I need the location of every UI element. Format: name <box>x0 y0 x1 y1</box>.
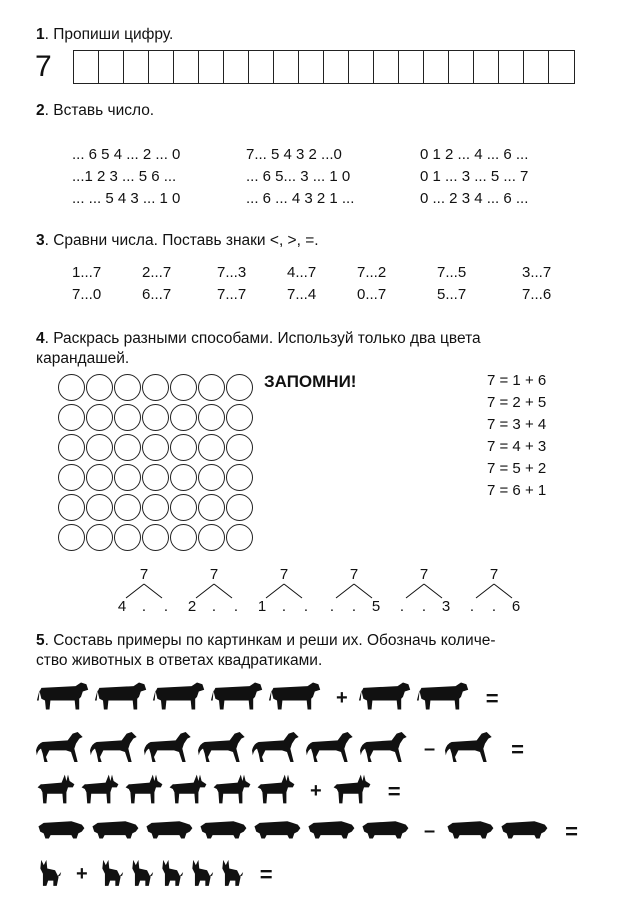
compare-item: 5...7 <box>437 286 467 303</box>
circle[interactable] <box>170 524 197 551</box>
decomp-left-part: 2 <box>187 598 197 615</box>
cat-icon <box>158 856 184 893</box>
writing-cell[interactable] <box>349 51 374 83</box>
writing-cell[interactable] <box>174 51 199 83</box>
compare-grid <box>72 264 572 308</box>
decomp-dot: . <box>491 598 497 615</box>
sequence: 7... 5 4 3 2 ...0 <box>246 146 342 163</box>
circle[interactable] <box>142 494 169 521</box>
horse-icon <box>306 730 356 769</box>
pig-icon <box>252 816 302 847</box>
animal-example-row <box>36 772 401 811</box>
horse-icon <box>144 730 194 769</box>
writing-cell[interactable] <box>124 51 149 83</box>
task1-digit-row <box>35 50 575 84</box>
animal-example-row <box>36 730 524 769</box>
donkey-icon <box>256 772 296 811</box>
circle[interactable] <box>198 404 225 431</box>
decomp-total: 7 <box>209 566 219 583</box>
compare-item: 7...3 <box>217 264 247 281</box>
writing-cell[interactable] <box>324 51 349 83</box>
task1-heading: 1. Пропиши цифру. <box>36 26 174 43</box>
cat-icon <box>128 856 154 893</box>
decomp-right-part: 6 <box>511 598 521 615</box>
seq-col-3 <box>420 146 528 212</box>
writing-cell[interactable] <box>249 51 274 83</box>
animal-example-row <box>36 856 273 893</box>
circle[interactable] <box>170 464 197 491</box>
writing-cell[interactable] <box>449 51 474 83</box>
decomp-right-part: 5 <box>371 598 381 615</box>
circle[interactable] <box>58 494 85 521</box>
number-decomposition <box>114 566 174 618</box>
circle[interactable] <box>198 374 225 401</box>
equation: 7 = 3 + 4 <box>487 416 547 433</box>
operator-sign: + <box>76 863 88 885</box>
remember-label: ЗАПОМНИ! <box>264 372 357 391</box>
decomp-total: 7 <box>419 566 429 583</box>
decomp-dot: . <box>351 598 357 615</box>
cat-icon <box>218 856 244 893</box>
sequence: ... 6 5... 3 ... 1 0 <box>246 168 351 185</box>
number-decomposition <box>184 566 244 618</box>
circle[interactable] <box>170 494 197 521</box>
task2-heading: 2. Вставь число. <box>36 102 155 119</box>
cow-icon <box>268 680 322 717</box>
compare-row <box>72 286 572 308</box>
decomp-left-part: 4 <box>117 598 127 615</box>
equation: 7 = 6 + 1 <box>487 482 547 499</box>
equation: 7 = 2 + 5 <box>487 394 547 411</box>
operator-sign: + <box>310 780 322 802</box>
decomp-total: 7 <box>349 566 359 583</box>
circle[interactable] <box>86 494 113 521</box>
compare-item: 7...0 <box>72 286 102 303</box>
writing-cell[interactable] <box>274 51 299 83</box>
donkey-icon <box>36 772 76 811</box>
pig-icon <box>306 816 356 847</box>
compare-item: 7...7 <box>217 286 247 303</box>
cow-icon <box>358 680 412 717</box>
number-decomposition <box>254 566 314 618</box>
compare-item: 0...7 <box>357 286 387 303</box>
task4-heading-line2: карандашей. <box>36 350 130 367</box>
sequence: 0 1 2 ... 4 ... 6 ... <box>420 146 529 163</box>
circle[interactable] <box>198 464 225 491</box>
circle[interactable] <box>142 374 169 401</box>
circles-grid <box>58 374 254 554</box>
donkey-icon <box>212 772 252 811</box>
donkey-icon <box>80 772 120 811</box>
decomp-left-part: 1 <box>257 598 267 615</box>
circle[interactable] <box>86 434 113 461</box>
compare-row <box>72 264 572 286</box>
circle[interactable] <box>114 374 141 401</box>
circle[interactable] <box>198 494 225 521</box>
task4-heading: 4. Раскрась разными способами. Используй только два цвета <box>36 330 481 347</box>
pig-icon <box>90 816 140 847</box>
writing-cell[interactable] <box>499 51 524 83</box>
compare-item: 7...6 <box>522 286 552 303</box>
circle[interactable] <box>58 464 85 491</box>
seq-col-2 <box>246 146 354 212</box>
decomp-left-part: . <box>399 598 405 615</box>
horse-icon <box>90 730 140 769</box>
circle[interactable] <box>114 434 141 461</box>
horse-icon <box>445 730 495 769</box>
task3-heading: 3. Сравни числа. Поставь знаки <, >, =. <box>36 232 319 249</box>
compare-item: 1...7 <box>72 264 102 281</box>
horse-icon <box>252 730 302 769</box>
writing-cell[interactable] <box>374 51 399 83</box>
operator-sign: – <box>424 738 436 760</box>
writing-cell[interactable] <box>199 51 224 83</box>
circle[interactable] <box>142 434 169 461</box>
decomp-right-part: 3 <box>441 598 451 615</box>
animal-example-row <box>36 680 499 717</box>
operator-sign: – <box>424 820 436 842</box>
equals-sign: = <box>387 778 401 804</box>
decomp-total: 7 <box>139 566 149 583</box>
decomp-right-part: . <box>233 598 239 615</box>
decomp-right-part: . <box>163 598 169 615</box>
sequence: 0 1 ... 3 ... 5 ... 7 <box>420 168 529 185</box>
circle[interactable] <box>58 404 85 431</box>
decomp-left-part: . <box>469 598 475 615</box>
writing-cells[interactable] <box>73 50 575 84</box>
equals-sign: = <box>259 861 273 887</box>
circle[interactable] <box>198 524 225 551</box>
horse-icon <box>198 730 248 769</box>
pig-icon <box>36 816 86 847</box>
donkey-icon <box>124 772 164 811</box>
pig-icon <box>144 816 194 847</box>
number-decomposition <box>324 566 384 618</box>
decomp-total: 7 <box>489 566 499 583</box>
equals-sign: = <box>565 818 578 844</box>
equals-sign: = <box>511 736 524 762</box>
cow-icon <box>152 680 206 717</box>
writing-cell[interactable] <box>224 51 249 83</box>
number-decomposition <box>464 566 524 618</box>
compare-item: 4...7 <box>287 264 317 281</box>
circle[interactable] <box>226 374 253 401</box>
equation: 7 = 1 + 6 <box>487 372 547 389</box>
circle[interactable] <box>86 374 113 401</box>
pig-icon <box>198 816 248 847</box>
sequence: 0 ... 2 3 4 ... 6 ... <box>420 190 529 207</box>
donkey-icon <box>332 772 372 811</box>
task5-heading-line2: ство животных в ответах квадратиками. <box>36 652 323 669</box>
horse-icon <box>36 730 86 769</box>
decomp-right-part: . <box>303 598 309 615</box>
compare-item: 7...2 <box>357 264 387 281</box>
circle[interactable] <box>226 404 253 431</box>
writing-cell[interactable] <box>399 51 424 83</box>
cat-icon <box>98 856 124 893</box>
decomp-dot: . <box>281 598 287 615</box>
decomp-dot: . <box>421 598 427 615</box>
writing-cell[interactable] <box>549 51 574 83</box>
sequence: ... 6 ... 4 3 2 1 ... <box>246 190 355 207</box>
number-decomposition <box>394 566 454 618</box>
task5-heading: 5. Составь примеры по картинкам и реши их. Обозначь количе- <box>36 632 496 649</box>
writing-cell[interactable] <box>524 51 549 83</box>
writing-cell[interactable] <box>299 51 324 83</box>
decomp-dot: . <box>211 598 217 615</box>
sequence: ...1 2 3 ... 5 6 ... <box>72 168 177 185</box>
cow-icon <box>210 680 264 717</box>
equations-list <box>487 372 546 504</box>
compare-item: 7...5 <box>437 264 467 281</box>
cow-icon <box>36 680 90 717</box>
horse-icon <box>360 730 410 769</box>
compare-item: 2...7 <box>142 264 172 281</box>
circle[interactable] <box>226 494 253 521</box>
writing-cell[interactable] <box>74 51 99 83</box>
circle[interactable] <box>58 374 85 401</box>
circle[interactable] <box>86 464 113 491</box>
compare-item: 7...4 <box>287 286 317 303</box>
seq-col-1 <box>72 146 180 212</box>
decomposition-row <box>114 566 524 618</box>
circle[interactable] <box>58 524 85 551</box>
sequence: ... ... 5 4 3 ... 1 0 <box>72 190 181 207</box>
decomp-total: 7 <box>279 566 289 583</box>
cat-icon <box>36 856 62 893</box>
pig-icon <box>445 816 495 847</box>
circle[interactable] <box>86 404 113 431</box>
circle[interactable] <box>170 434 197 461</box>
circle[interactable] <box>198 434 225 461</box>
circle[interactable] <box>142 464 169 491</box>
circle[interactable] <box>226 434 253 461</box>
circle[interactable] <box>226 524 253 551</box>
cow-icon <box>416 680 470 717</box>
circle[interactable] <box>142 524 169 551</box>
donkey-icon <box>168 772 208 811</box>
writing-cell[interactable] <box>424 51 449 83</box>
circle[interactable] <box>114 524 141 551</box>
animal-example-row <box>36 816 578 847</box>
operator-sign: + <box>336 687 348 709</box>
decomp-dot: . <box>141 598 147 615</box>
writing-cell[interactable] <box>474 51 499 83</box>
decomp-left-part: . <box>329 598 335 615</box>
circle[interactable] <box>114 494 141 521</box>
circle[interactable] <box>86 524 113 551</box>
sequence: ... 6 5 4 ... 2 ... 0 <box>72 146 181 163</box>
equation: 7 = 4 + 3 <box>487 438 547 455</box>
circle[interactable] <box>170 374 197 401</box>
writing-cell[interactable] <box>99 51 124 83</box>
compare-item: 3...7 <box>522 264 552 281</box>
compare-item: 6...7 <box>142 286 172 303</box>
sample-digit: 7 <box>35 50 52 83</box>
pig-icon <box>360 816 410 847</box>
equation: 7 = 5 + 2 <box>487 460 547 477</box>
circle[interactable] <box>58 434 85 461</box>
circle[interactable] <box>114 464 141 491</box>
circle[interactable] <box>142 404 169 431</box>
writing-cell[interactable] <box>149 51 174 83</box>
pig-icon <box>499 816 549 847</box>
circle[interactable] <box>226 464 253 491</box>
cow-icon <box>94 680 148 717</box>
cat-icon <box>188 856 214 893</box>
circle[interactable] <box>114 404 141 431</box>
equals-sign: = <box>485 685 499 711</box>
circle[interactable] <box>170 404 197 431</box>
